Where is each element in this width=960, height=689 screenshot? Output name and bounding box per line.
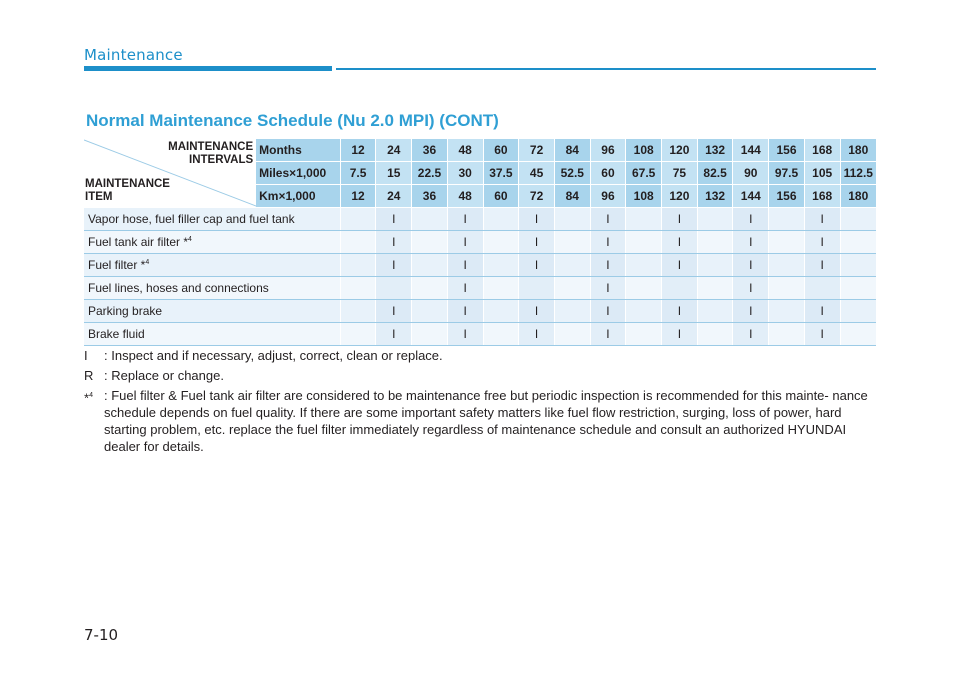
schedule-cell bbox=[626, 323, 662, 346]
interval-value: 84 bbox=[554, 139, 590, 162]
schedule-cell bbox=[483, 231, 519, 254]
schedule-cell: I bbox=[519, 231, 555, 254]
interval-value: 12 bbox=[340, 139, 376, 162]
schedule-cell bbox=[340, 300, 376, 323]
interval-value: 108 bbox=[626, 185, 662, 208]
schedule-cell bbox=[483, 323, 519, 346]
interval-unit-label: Km×1,000 bbox=[256, 185, 340, 208]
schedule-cell bbox=[412, 277, 448, 300]
interval-unit-label: Miles×1,000 bbox=[256, 162, 340, 185]
schedule-cell bbox=[376, 277, 412, 300]
schedule-cell: I bbox=[519, 300, 555, 323]
schedule-cell bbox=[626, 231, 662, 254]
schedule-cell bbox=[840, 231, 876, 254]
note-item bbox=[84, 367, 884, 384]
schedule-cell bbox=[769, 208, 805, 231]
interval-value: 180 bbox=[840, 139, 876, 162]
interval-value: 45 bbox=[519, 162, 555, 185]
schedule-cell bbox=[340, 231, 376, 254]
schedule-cell bbox=[697, 323, 733, 346]
schedule-cell: I bbox=[662, 231, 698, 254]
schedule-cell bbox=[340, 277, 376, 300]
footnote-marker: 4 bbox=[188, 236, 192, 243]
table-row bbox=[84, 323, 876, 346]
schedule-cell bbox=[483, 277, 519, 300]
schedule-cell bbox=[840, 277, 876, 300]
note-text: : Fuel filter & Fuel tank air filter are considered to be maintenance free but periodic inspection is recommended for this mainte- nance schedule depends on fuel quality. If there are some important safety matters like fuel flow restriction, surging, loss of power, hard starting problem, etc. replace the fuel filter immediately regardless of maintenance schedule and consult an authorized HYUNDAI dealer for details. bbox=[104, 388, 868, 454]
schedule-cell: I bbox=[733, 208, 769, 231]
header-row-0 bbox=[84, 139, 876, 162]
schedule-cell: I bbox=[590, 277, 626, 300]
schedule-cell: I bbox=[376, 300, 412, 323]
schedule-cell bbox=[697, 231, 733, 254]
schedule-cell: I bbox=[447, 231, 483, 254]
schedule-cell: I bbox=[804, 208, 840, 231]
schedule-cell: I bbox=[519, 208, 555, 231]
schedule-cell: I bbox=[733, 277, 769, 300]
interval-value: 48 bbox=[447, 185, 483, 208]
interval-value: 60 bbox=[483, 185, 519, 208]
schedule-cell: I bbox=[662, 208, 698, 231]
schedule-cell: I bbox=[447, 254, 483, 277]
interval-value: 52.5 bbox=[554, 162, 590, 185]
schedule-cell bbox=[804, 277, 840, 300]
schedule-cell bbox=[769, 277, 805, 300]
schedule-cell: I bbox=[590, 323, 626, 346]
schedule-cell bbox=[840, 254, 876, 277]
schedule-cell: I bbox=[733, 300, 769, 323]
interval-value: 37.5 bbox=[483, 162, 519, 185]
schedule-cell: I bbox=[590, 231, 626, 254]
interval-value: 112.5 bbox=[840, 162, 876, 185]
schedule-cell bbox=[697, 208, 733, 231]
note-item bbox=[84, 347, 884, 364]
maintenance-item: Fuel filter *$^4$ bbox=[84, 254, 340, 277]
maintenance-item: Brake fluid bbox=[84, 323, 340, 346]
interval-value: 168 bbox=[804, 139, 840, 162]
schedule-cell bbox=[697, 254, 733, 277]
interval-value: 60 bbox=[483, 139, 519, 162]
interval-value: 156 bbox=[769, 139, 805, 162]
schedule-cell: I bbox=[662, 300, 698, 323]
schedule-cell bbox=[554, 277, 590, 300]
schedule-cell bbox=[412, 254, 448, 277]
note-key: *$^4$ bbox=[84, 390, 93, 406]
interval-value: 156 bbox=[769, 185, 805, 208]
schedule-cell bbox=[769, 300, 805, 323]
table-row bbox=[84, 300, 876, 323]
schedule-cell bbox=[769, 231, 805, 254]
schedule-cell: I bbox=[733, 254, 769, 277]
schedule-cell: I bbox=[447, 323, 483, 346]
table-row bbox=[84, 231, 876, 254]
schedule-cell: I bbox=[733, 231, 769, 254]
interval-value: 144 bbox=[733, 139, 769, 162]
schedule-cell: I bbox=[733, 323, 769, 346]
schedule-cell: I bbox=[376, 323, 412, 346]
schedule-cell bbox=[412, 231, 448, 254]
schedule-cell: I bbox=[447, 277, 483, 300]
interval-value: 24 bbox=[376, 139, 412, 162]
interval-value: 132 bbox=[697, 139, 733, 162]
schedule-cell bbox=[554, 254, 590, 277]
page-title: Normal Maintenance Schedule (Nu 2.0 MPI) (CONT) bbox=[86, 111, 499, 130]
schedule-cell bbox=[662, 277, 698, 300]
schedule-cell bbox=[769, 254, 805, 277]
section-rule-thick bbox=[84, 66, 332, 71]
interval-value: 36 bbox=[412, 185, 448, 208]
interval-value: 120 bbox=[662, 185, 698, 208]
interval-value: 96 bbox=[590, 185, 626, 208]
interval-value: 96 bbox=[590, 139, 626, 162]
interval-value: 67.5 bbox=[626, 162, 662, 185]
schedule-cell bbox=[483, 254, 519, 277]
note-text: : Inspect and if necessary, adjust, correct, clean or replace. bbox=[104, 348, 443, 363]
interval-value: 82.5 bbox=[697, 162, 733, 185]
maintenance-item: Fuel lines, hoses and connections bbox=[84, 277, 340, 300]
interval-value: 48 bbox=[447, 139, 483, 162]
note-key: R bbox=[84, 368, 94, 383]
notes bbox=[84, 347, 884, 458]
note-text: : Replace or change. bbox=[104, 368, 224, 383]
interval-value: 22.5 bbox=[412, 162, 448, 185]
schedule-cell bbox=[412, 208, 448, 231]
schedule-cell: I bbox=[804, 254, 840, 277]
schedule-cell: I bbox=[376, 231, 412, 254]
interval-value: 30 bbox=[447, 162, 483, 185]
interval-value: 90 bbox=[733, 162, 769, 185]
schedule-cell bbox=[626, 254, 662, 277]
schedule-cell bbox=[483, 300, 519, 323]
note-item bbox=[84, 387, 884, 455]
schedule-cell: I bbox=[447, 208, 483, 231]
schedule-cell: I bbox=[590, 254, 626, 277]
page-number: 7-10 bbox=[84, 626, 119, 644]
table-row bbox=[84, 208, 876, 231]
schedule-cell: I bbox=[804, 231, 840, 254]
schedule-cell bbox=[626, 277, 662, 300]
interval-value: 180 bbox=[840, 185, 876, 208]
note-key: I bbox=[84, 348, 88, 363]
table-row bbox=[84, 254, 876, 277]
schedule-cell: I bbox=[662, 254, 698, 277]
section-rule-thin bbox=[336, 68, 876, 70]
interval-value: 72 bbox=[519, 139, 555, 162]
schedule-cell bbox=[412, 323, 448, 346]
table-row bbox=[84, 277, 876, 300]
section-label: Maintenance bbox=[84, 46, 183, 64]
schedule-cell: I bbox=[590, 208, 626, 231]
schedule-cell bbox=[340, 254, 376, 277]
interval-value: 168 bbox=[804, 185, 840, 208]
interval-value: 144 bbox=[733, 185, 769, 208]
schedule-cell: I bbox=[376, 254, 412, 277]
maintenance-item: Fuel tank air filter *$^4$ bbox=[84, 231, 340, 254]
schedule-cell bbox=[483, 208, 519, 231]
interval-value: 7.5 bbox=[340, 162, 376, 185]
interval-value: 84 bbox=[554, 185, 590, 208]
schedule-cell: I bbox=[519, 254, 555, 277]
schedule-cell bbox=[519, 277, 555, 300]
schedule-cell: I bbox=[804, 323, 840, 346]
schedule-cell bbox=[340, 208, 376, 231]
schedule-cell bbox=[840, 208, 876, 231]
maintenance-schedule-table bbox=[84, 139, 876, 346]
schedule-cell: I bbox=[804, 300, 840, 323]
schedule-cell: I bbox=[376, 208, 412, 231]
interval-value: 75 bbox=[662, 162, 698, 185]
schedule-cell bbox=[554, 231, 590, 254]
interval-unit-label: Months bbox=[256, 139, 340, 162]
interval-value: 60 bbox=[590, 162, 626, 185]
interval-value: 132 bbox=[697, 185, 733, 208]
schedule-cell: I bbox=[447, 300, 483, 323]
maintenance-item: Parking brake bbox=[84, 300, 340, 323]
schedule-cell bbox=[840, 300, 876, 323]
intervals-label: MAINTENANCE INTERVALS bbox=[168, 141, 254, 166]
maintenance-item: Vapor hose, fuel filler cap and fuel tank bbox=[84, 208, 340, 231]
schedule-cell bbox=[554, 208, 590, 231]
schedule-cell: I bbox=[590, 300, 626, 323]
interval-value: 120 bbox=[662, 139, 698, 162]
interval-value: 108 bbox=[626, 139, 662, 162]
schedule-cell: I bbox=[662, 323, 698, 346]
schedule-cell bbox=[340, 323, 376, 346]
schedule-cell bbox=[626, 300, 662, 323]
interval-value: 15 bbox=[376, 162, 412, 185]
interval-value: 12 bbox=[340, 185, 376, 208]
table-corner-header bbox=[84, 139, 256, 208]
schedule-cell bbox=[626, 208, 662, 231]
schedule-cell bbox=[840, 323, 876, 346]
schedule-cell bbox=[769, 323, 805, 346]
schedule-cell bbox=[697, 277, 733, 300]
footnote-marker: 4 bbox=[145, 259, 150, 266]
schedule-cell bbox=[697, 300, 733, 323]
interval-value: 36 bbox=[412, 139, 448, 162]
interval-value: 105 bbox=[804, 162, 840, 185]
schedule-cell bbox=[412, 300, 448, 323]
item-label: MAINTENANCE ITEM bbox=[85, 177, 170, 203]
schedule-cell bbox=[554, 300, 590, 323]
interval-value: 72 bbox=[519, 185, 555, 208]
schedule-cell bbox=[554, 323, 590, 346]
schedule-cell: I bbox=[519, 323, 555, 346]
interval-value: 24 bbox=[376, 185, 412, 208]
interval-value: 97.5 bbox=[769, 162, 805, 185]
